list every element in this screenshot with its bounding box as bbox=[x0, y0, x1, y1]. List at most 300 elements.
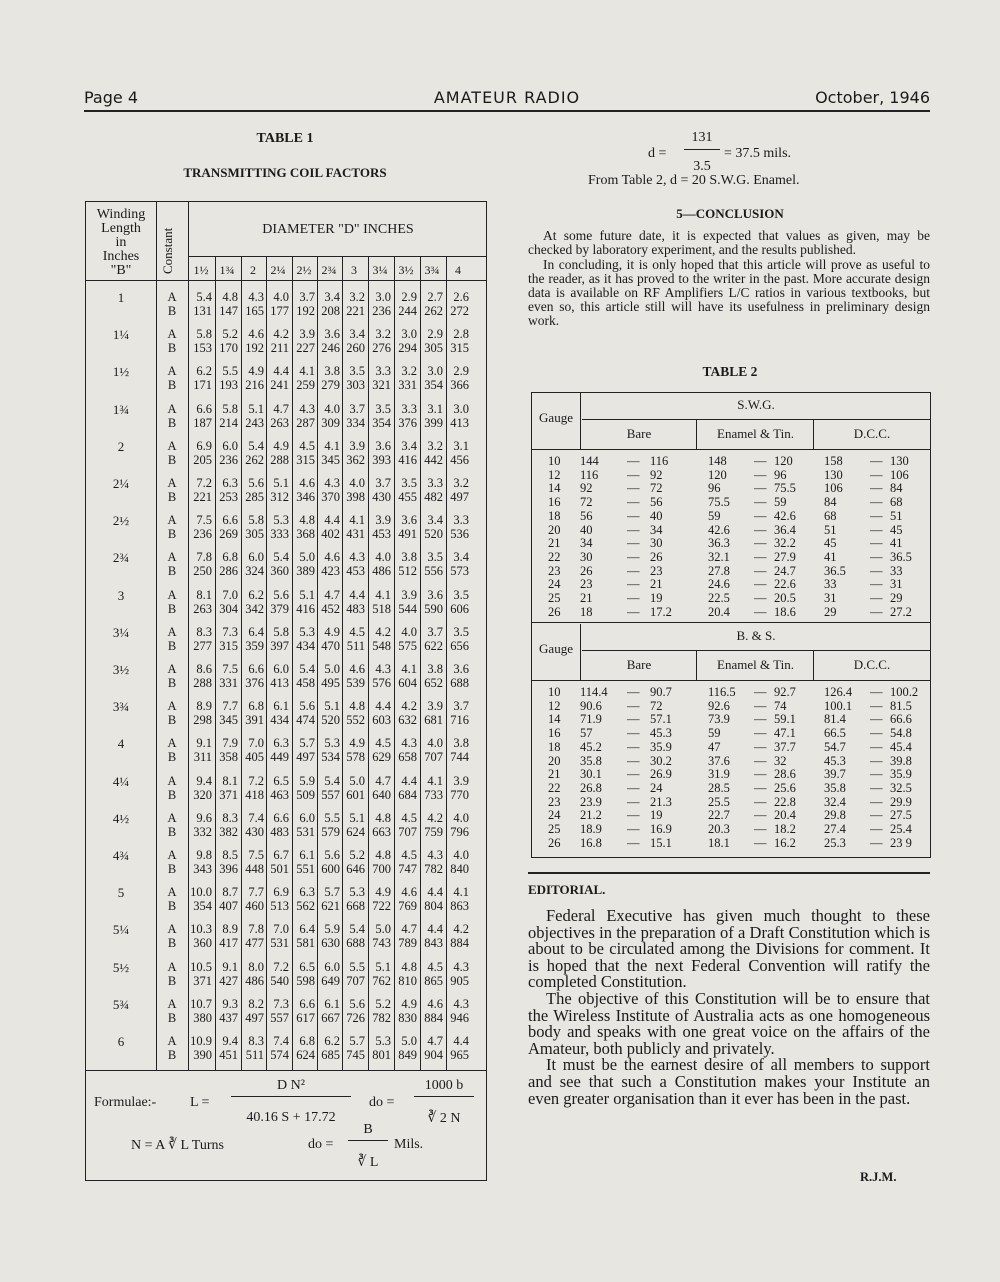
column-header-dcc: D.C.C. bbox=[853, 426, 891, 441]
table-cell: 216 bbox=[245, 378, 264, 393]
table-cell: 74 bbox=[774, 698, 787, 713]
table-cell: 511 bbox=[245, 1048, 264, 1062]
table-cell: 6.8 bbox=[299, 1034, 315, 1048]
table-cell: 72 bbox=[580, 495, 593, 510]
table-row bbox=[532, 796, 930, 809]
table-cell: 250 bbox=[193, 564, 212, 579]
column-header-enamel: Enamel & Tin. bbox=[717, 657, 794, 672]
table-cell: 518 bbox=[372, 601, 391, 616]
table-cell: 59 bbox=[708, 726, 721, 741]
constant-b-label: B bbox=[167, 304, 177, 318]
table-cell: 57.1 bbox=[650, 712, 672, 727]
table-cell: 9.1 bbox=[222, 959, 238, 974]
table-cell: 8.0 bbox=[248, 959, 264, 974]
table-cell: 26 bbox=[650, 549, 663, 564]
divider bbox=[188, 256, 486, 257]
table-cell: 45.4 bbox=[890, 739, 912, 754]
table-cell: 114.4 bbox=[580, 685, 608, 699]
table-cell: 511 bbox=[346, 638, 365, 653]
table-cell: 604 bbox=[398, 676, 417, 690]
table-cell: 298 bbox=[193, 713, 212, 728]
table-cell: 497 bbox=[450, 490, 469, 504]
table-cell: 5.6 bbox=[248, 476, 264, 490]
table-cell: 552 bbox=[346, 713, 365, 728]
table-cell: 5.2 bbox=[222, 327, 238, 342]
table-cell: 21 bbox=[548, 536, 561, 551]
table-row bbox=[532, 837, 930, 850]
table-cell: 3.8 bbox=[427, 662, 443, 676]
table-cell: 3.9 bbox=[427, 699, 443, 714]
table-cell: 396 bbox=[219, 862, 238, 876]
table-cell: 26 bbox=[548, 835, 561, 850]
table-cell: 407 bbox=[219, 899, 238, 914]
table-cell: 4.8 bbox=[299, 513, 315, 528]
table-cell: 6.0 bbox=[324, 959, 340, 974]
table-cell: 4.2 bbox=[427, 810, 443, 825]
table-cell: 7.5 bbox=[196, 513, 212, 528]
table-cell: 32.4 bbox=[824, 794, 846, 809]
range-dash: — bbox=[870, 712, 883, 727]
range-dash: — bbox=[754, 808, 767, 823]
table-cell: 6.9 bbox=[273, 885, 289, 900]
table-cell: 33 bbox=[890, 563, 903, 578]
table-cell: 10 bbox=[548, 685, 561, 699]
table-cell: 4.8 bbox=[375, 848, 391, 862]
table-cell: 4.7 bbox=[273, 401, 289, 416]
winding-length-cell: 3½ bbox=[112, 662, 130, 677]
table-cell: 782 bbox=[372, 1010, 391, 1025]
table-cell: 684 bbox=[398, 787, 417, 802]
table-cell: 5.9 bbox=[324, 922, 340, 937]
table-cell: 590 bbox=[424, 601, 443, 616]
table-cell: 417 bbox=[219, 936, 238, 951]
range-dash: — bbox=[627, 549, 640, 564]
table-cell: 770 bbox=[450, 787, 469, 802]
table-cell: 4.5 bbox=[427, 959, 443, 974]
table-cell: 41 bbox=[824, 549, 837, 564]
table-cell: 22.6 bbox=[774, 577, 796, 592]
table-cell: 430 bbox=[372, 490, 391, 504]
table-cell: 59 bbox=[774, 495, 787, 510]
table-cell: 259 bbox=[296, 378, 315, 393]
divider bbox=[292, 256, 293, 1070]
table-cell: 22.8 bbox=[774, 794, 796, 809]
table-cell: 236 bbox=[219, 452, 238, 467]
table-cell: 25.5 bbox=[708, 794, 730, 809]
table-cell: 96 bbox=[708, 481, 721, 496]
divider bbox=[532, 622, 930, 623]
constant-a-label: A bbox=[167, 959, 177, 974]
table-cell: 285 bbox=[245, 490, 264, 504]
table-row bbox=[532, 823, 930, 836]
table-cell: 33 bbox=[824, 577, 837, 592]
table-cell: 45.3 bbox=[824, 753, 846, 768]
table-cell: 171 bbox=[193, 378, 212, 393]
table-cell: 18 bbox=[548, 739, 561, 754]
table-row bbox=[532, 551, 930, 564]
table-cell: 544 bbox=[398, 601, 417, 616]
table-cell: 81.4 bbox=[824, 712, 846, 727]
table-cell: 9.4 bbox=[222, 1034, 238, 1048]
table-cell: 413 bbox=[270, 676, 289, 690]
table-cell: 23 bbox=[650, 563, 663, 578]
table-cell: 3.0 bbox=[453, 401, 469, 416]
table-cell: 30.2 bbox=[650, 753, 672, 768]
table-cell: 8.3 bbox=[196, 624, 212, 639]
table-cell: 497 bbox=[296, 750, 315, 765]
table-cell: 4.0 bbox=[453, 810, 469, 825]
table-cell: 90.7 bbox=[650, 685, 672, 699]
table-cell: 16 bbox=[548, 726, 561, 741]
table2-title: TABLE 2 bbox=[702, 364, 758, 379]
table-row bbox=[86, 402, 486, 434]
table-row bbox=[532, 537, 930, 550]
constant-b-label: B bbox=[167, 1048, 177, 1062]
table-row bbox=[532, 809, 930, 822]
table-cell: 5.1 bbox=[273, 476, 289, 490]
column-header-enamel: Enamel & Tin. bbox=[717, 426, 794, 441]
table-cell: 5.1 bbox=[375, 959, 391, 974]
table-cell: 606 bbox=[450, 601, 469, 616]
formula-n: N = A ∛ L Turns bbox=[131, 1138, 224, 1153]
table-cell: 177 bbox=[270, 304, 289, 318]
table-cell: 4.7 bbox=[324, 587, 340, 602]
winding-length-cell: 4¾ bbox=[112, 848, 130, 863]
table-cell: 434 bbox=[296, 638, 315, 653]
range-dash: — bbox=[754, 577, 767, 592]
constant-b-label: B bbox=[167, 899, 177, 914]
table-cell: 520 bbox=[424, 527, 443, 542]
range-dash: — bbox=[754, 712, 767, 727]
winding-length-cell: 4½ bbox=[112, 810, 130, 826]
table-row bbox=[86, 290, 486, 322]
table-cell: 3.2 bbox=[375, 327, 391, 342]
table-cell: 413 bbox=[450, 415, 469, 430]
table-cell: 8.3 bbox=[222, 810, 238, 825]
table-cell: 8.9 bbox=[222, 922, 238, 937]
editorial-signature: R.J.M. bbox=[860, 1170, 897, 1184]
range-dash: — bbox=[754, 563, 767, 578]
table-cell: 6.2 bbox=[324, 1034, 340, 1048]
table-cell: 3.0 bbox=[375, 290, 391, 304]
table-cell: 534 bbox=[321, 750, 340, 765]
winding-length-cell: 4 bbox=[117, 736, 125, 752]
table-cell: 92 bbox=[580, 481, 593, 496]
divider bbox=[813, 650, 814, 680]
diameter-header: DIAMETER "D" INCHES bbox=[262, 222, 414, 237]
table-cell: 192 bbox=[245, 341, 264, 356]
table-cell: 4.5 bbox=[401, 810, 417, 825]
constant-b-label: B bbox=[167, 1010, 177, 1025]
table-cell: 458 bbox=[296, 676, 315, 690]
table-cell: 41 bbox=[890, 536, 903, 551]
table-cell: 144 bbox=[580, 454, 599, 468]
table-cell: 47.1 bbox=[774, 726, 796, 741]
table-cell: 187 bbox=[193, 415, 212, 430]
table-cell: 6.5 bbox=[273, 773, 289, 788]
table-cell: 453 bbox=[372, 527, 391, 542]
column-header-bare: Bare bbox=[626, 426, 652, 441]
table-cell: 5.5 bbox=[349, 959, 365, 974]
table-row bbox=[86, 922, 486, 954]
range-dash: — bbox=[870, 726, 883, 741]
table-cell: 5.0 bbox=[324, 662, 340, 676]
table-cell: 531 bbox=[270, 936, 289, 951]
winding-length-cell: 3 bbox=[117, 587, 125, 603]
range-dash: — bbox=[627, 467, 640, 482]
table-cell: 342 bbox=[245, 601, 264, 616]
table-cell: 7.4 bbox=[273, 1034, 289, 1048]
table-cell: 539 bbox=[346, 676, 365, 690]
table-row bbox=[86, 848, 486, 880]
table-cell: 8.7 bbox=[222, 885, 238, 900]
table-cell: 804 bbox=[424, 899, 443, 914]
table-cell: 4.9 bbox=[273, 438, 289, 453]
constant-a-label: A bbox=[167, 885, 177, 900]
winding-length-cell: 5 bbox=[117, 885, 125, 901]
table-cell: 24 bbox=[650, 780, 663, 795]
table-cell: 116 bbox=[650, 454, 669, 468]
table-cell: 6.4 bbox=[299, 922, 315, 937]
constant-a-label: A bbox=[167, 587, 177, 602]
divider bbox=[532, 449, 930, 450]
table-cell: 5.6 bbox=[349, 996, 365, 1011]
table-cell: 25 bbox=[548, 591, 561, 605]
table-cell: 743 bbox=[372, 936, 391, 951]
table-cell: 884 bbox=[424, 1010, 443, 1025]
table-cell: 6.6 bbox=[248, 662, 264, 676]
section-header: B. & S. bbox=[736, 628, 776, 643]
table-cell: 4.8 bbox=[349, 699, 365, 714]
constant-header: Constant bbox=[160, 227, 175, 275]
gauge-header: Gauge bbox=[539, 641, 573, 656]
table-cell: 29.9 bbox=[890, 794, 912, 809]
table-cell: 4.9 bbox=[248, 364, 264, 379]
table-cell: 368 bbox=[296, 527, 315, 542]
column-header-bare: Bare bbox=[626, 657, 652, 672]
table-cell: 3.3 bbox=[401, 401, 417, 416]
constant-b-label: B bbox=[167, 415, 177, 430]
table-cell: 6.2 bbox=[196, 364, 212, 379]
table-cell: 3.6 bbox=[401, 513, 417, 528]
table-cell: 305 bbox=[424, 341, 443, 356]
range-dash: — bbox=[870, 508, 883, 523]
range-dash: — bbox=[870, 454, 883, 468]
table-cell: 26.9 bbox=[650, 767, 672, 782]
range-dash: — bbox=[870, 495, 883, 510]
table-cell: 562 bbox=[296, 899, 315, 914]
table-cell: 380 bbox=[193, 1010, 212, 1025]
table-cell: 4.3 bbox=[349, 550, 365, 565]
range-dash: — bbox=[627, 591, 640, 605]
range-dash: — bbox=[627, 563, 640, 578]
table-cell: 29 bbox=[824, 604, 837, 619]
table-cell: 331 bbox=[219, 676, 238, 690]
page-number: Page 4 bbox=[84, 88, 138, 107]
table-row bbox=[86, 997, 486, 1029]
table-cell: 5.0 bbox=[349, 773, 365, 788]
table-cell: 789 bbox=[398, 936, 417, 951]
table-cell: 6.3 bbox=[299, 885, 315, 900]
table-row bbox=[532, 578, 930, 591]
table-row bbox=[86, 774, 486, 806]
conclusion-text bbox=[528, 229, 930, 329]
table-cell: 56 bbox=[650, 495, 663, 510]
table-cell: 621 bbox=[321, 899, 340, 914]
constant-b-label: B bbox=[167, 601, 177, 616]
diameter-column-header: 2¾ bbox=[321, 263, 337, 277]
table-cell: 726 bbox=[346, 1010, 365, 1025]
table-cell: 6.0 bbox=[273, 662, 289, 676]
table-cell: 722 bbox=[372, 899, 391, 914]
table-cell: 315 bbox=[296, 452, 315, 467]
table-cell: 7.5 bbox=[248, 848, 264, 862]
constant-b-label: B bbox=[167, 527, 177, 542]
table-cell: 8.1 bbox=[196, 587, 212, 602]
table-cell: 4.4 bbox=[453, 1034, 469, 1048]
table-cell: 263 bbox=[193, 601, 212, 616]
table-cell: 3.5 bbox=[453, 624, 469, 639]
table-cell: 20.5 bbox=[774, 591, 796, 605]
table-cell: 3.5 bbox=[349, 364, 365, 379]
table-cell: 36.3 bbox=[708, 536, 730, 551]
table-cell: 905 bbox=[450, 973, 469, 988]
diameter-column-header: 3¼ bbox=[372, 263, 388, 277]
table-cell: 277 bbox=[193, 638, 212, 653]
table-cell: 4.0 bbox=[453, 848, 469, 862]
table-cell: 5.3 bbox=[273, 513, 289, 528]
table-cell: 30.1 bbox=[580, 767, 602, 782]
table-cell: 35.8 bbox=[824, 780, 846, 795]
table-cell: 5.3 bbox=[375, 1034, 391, 1048]
table-cell: 707 bbox=[398, 824, 417, 839]
table-cell: 5.4 bbox=[299, 662, 315, 676]
table-cell: 31 bbox=[824, 591, 837, 605]
table-row bbox=[532, 606, 930, 619]
range-dash: — bbox=[627, 767, 640, 782]
table-cell: 3.3 bbox=[375, 364, 391, 379]
table-cell: 9.4 bbox=[196, 773, 212, 788]
table-cell: 311 bbox=[193, 750, 212, 765]
table-cell: 6.1 bbox=[299, 848, 315, 862]
table-cell: 863 bbox=[450, 899, 469, 914]
table-cell: 656 bbox=[450, 638, 469, 653]
table-cell: 153 bbox=[193, 341, 212, 356]
table-cell: 4.6 bbox=[427, 996, 443, 1011]
table-cell: 3.5 bbox=[453, 587, 469, 602]
table-cell: 4.5 bbox=[401, 848, 417, 862]
fraction-bar bbox=[684, 149, 720, 150]
table-cell: 6.4 bbox=[248, 624, 264, 639]
table-cell: 449 bbox=[270, 750, 289, 765]
constant-b-label: B bbox=[167, 936, 177, 951]
table-cell: 402 bbox=[321, 527, 340, 542]
table-cell: 5.1 bbox=[324, 699, 340, 714]
constant-b-label: B bbox=[167, 490, 177, 504]
table-cell: 745 bbox=[346, 1048, 365, 1062]
table-cell: 5.6 bbox=[324, 848, 340, 862]
table-cell: 685 bbox=[321, 1048, 340, 1062]
table-cell: 379 bbox=[270, 601, 289, 616]
table-cell: 22 bbox=[548, 780, 561, 795]
range-dash: — bbox=[754, 481, 767, 496]
table-row bbox=[532, 727, 930, 740]
table-cell: 10.5 bbox=[190, 959, 212, 974]
table-cell: 362 bbox=[346, 452, 365, 467]
formula-l-numerator: D N² bbox=[277, 1078, 305, 1093]
editorial-paragraph: Federal Executive has given much thought to these objectives in the preparation of a Draft Constitution which is about to be circulated among the Divisions for comment. It is hoped that the next Federal Convention will ratify the completed Constitution. bbox=[528, 906, 930, 992]
issue-date: October, 1946 bbox=[815, 88, 930, 107]
range-dash: — bbox=[870, 835, 883, 850]
table-row bbox=[532, 686, 930, 699]
range-dash: — bbox=[870, 522, 883, 537]
table-cell: 3.7 bbox=[427, 624, 443, 639]
table-cell: 865 bbox=[424, 973, 443, 988]
table-cell: 849 bbox=[398, 1048, 417, 1062]
table-row bbox=[532, 524, 930, 537]
range-dash: — bbox=[870, 794, 883, 809]
table-cell: 391 bbox=[245, 713, 264, 728]
table-cell: 430 bbox=[245, 824, 264, 839]
table-cell: 4.9 bbox=[375, 885, 391, 900]
range-dash: — bbox=[627, 753, 640, 768]
table-cell: 4.7 bbox=[375, 773, 391, 788]
table-cell: 4.6 bbox=[324, 550, 340, 565]
constant-a-label: A bbox=[167, 810, 177, 825]
diameter-column-header: 3¾ bbox=[424, 263, 440, 277]
table-cell: 20.4 bbox=[708, 604, 730, 619]
table-cell: 315 bbox=[219, 638, 238, 653]
table-cell: 5.7 bbox=[349, 1034, 365, 1048]
table-cell: 7.0 bbox=[222, 587, 238, 602]
table-row bbox=[532, 496, 930, 509]
table-cell: 497 bbox=[245, 1010, 264, 1025]
divider bbox=[580, 393, 581, 449]
table-cell: 5.5 bbox=[324, 810, 340, 825]
table-cell: 16 bbox=[548, 495, 561, 510]
table-cell: 40 bbox=[650, 508, 663, 523]
table-cell: 5.5 bbox=[222, 364, 238, 379]
table-cell: 884 bbox=[450, 936, 469, 951]
formula-l-denominator: 40.16 S + 17.72 bbox=[246, 1110, 336, 1125]
table-cell: 3.4 bbox=[427, 513, 443, 528]
table-cell: 17.2 bbox=[650, 604, 672, 619]
winding-length-cell: 6 bbox=[117, 1034, 125, 1049]
table-cell: 371 bbox=[219, 787, 238, 802]
divider bbox=[696, 650, 697, 680]
range-dash: — bbox=[870, 780, 883, 795]
table-cell: 9.6 bbox=[196, 810, 212, 825]
range-dash: — bbox=[754, 739, 767, 754]
table-cell: 8.3 bbox=[248, 1034, 264, 1048]
fraction-bar bbox=[414, 1096, 474, 1097]
table-cell: 509 bbox=[296, 787, 315, 802]
table-cell: 617 bbox=[296, 1010, 315, 1025]
table-row bbox=[532, 768, 930, 781]
table-cell: 6.0 bbox=[248, 550, 264, 565]
winding-length-cell: 5¼ bbox=[112, 922, 130, 938]
constant-a-label: A bbox=[167, 773, 177, 788]
table-row bbox=[532, 565, 930, 578]
table-cell: 5.1 bbox=[349, 810, 365, 825]
table-cell: 3.3 bbox=[427, 476, 443, 490]
divider bbox=[266, 256, 267, 1070]
range-dash: — bbox=[870, 685, 883, 699]
table-cell: 796 bbox=[450, 824, 469, 839]
table-cell: 4.5 bbox=[299, 438, 315, 453]
table-cell: 667 bbox=[321, 1010, 340, 1025]
table-row bbox=[532, 482, 930, 495]
